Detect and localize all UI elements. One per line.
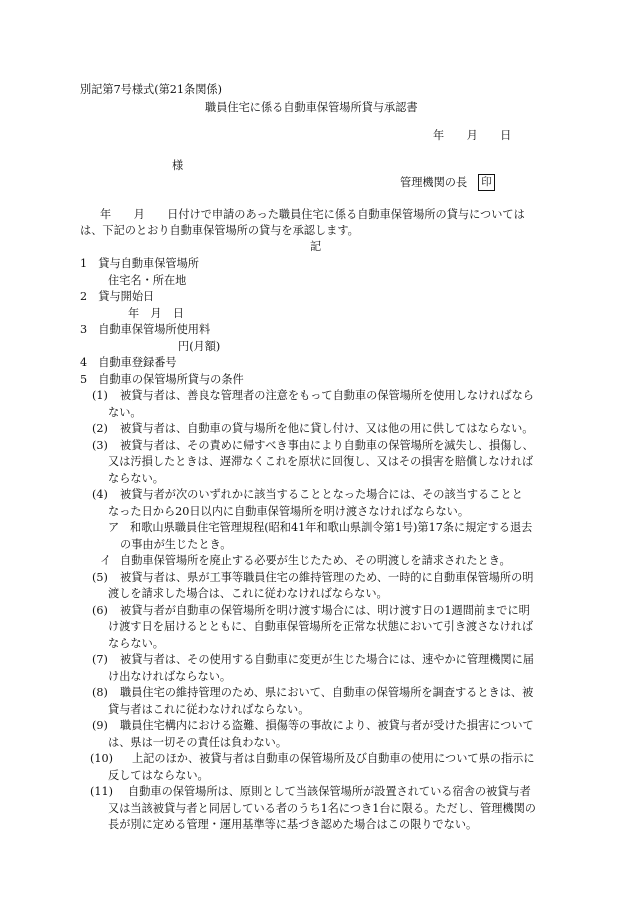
condition-item: (10) 上記のほか、被貸与者は自動車の保管場所及び自動車の使用について県の指示に 反してはならない。: [90, 752, 535, 782]
intro-line-2: は、下記のとおり自動車保管場所の貸与を承認します。: [80, 224, 359, 237]
date-line: 年 月 日: [433, 129, 512, 142]
intro-line-1: 年 月 日付けで申請のあった職員住宅に係る自動車保管場所の貸与については: [100, 208, 525, 221]
condition-number: (1): [92, 389, 108, 402]
item-5-label: 5 自動車の保管場所貸与の条件: [80, 372, 244, 386]
condition-item: (1) 被貸与者は、善良な管理者の注意をもって自動車の保管場所を使用しなければなら ない。: [92, 389, 534, 419]
conditions-list: [80, 388, 552, 834]
condition-number: (7): [92, 653, 108, 666]
form-number: 別記第7号様式(第21条関係): [80, 83, 222, 96]
condition-number: (3): [92, 438, 108, 452]
condition-item: (3) 被貸与者は、その責めに帰すべき事由により自動車の保管場所を滅失し、損傷し、 又は汚損したときは、遅滞なくこれを原状に回復し、又はその損害を賠償しなければ ならない。: [92, 438, 534, 485]
condition-number: (4): [92, 488, 108, 501]
item-3-label: 3 自動車保管場所使用料: [80, 323, 211, 336]
issuer-label: 管理機関の長: [400, 176, 468, 189]
condition-subitem: イ 自動車保管場所を廃止する必要が生じたため、その明渡しを請求されたとき。: [80, 553, 552, 570]
condition-number: (10): [90, 752, 113, 765]
condition-item: (8) 職員住宅の維持管理のため、県において、自動車の保管場所を調査するときは、被 貸与者はこれに従わなければならない。: [92, 686, 534, 716]
subitem-label: イ: [100, 554, 112, 567]
condition-item: (6) 被貸与者が自動車の保管場所を明け渡す場合には、明け渡す日の1週間前までに明 け渡す日を届けるとともに、自動車保管場所を正常な状態において引き渡さなければ ならない。: [92, 603, 534, 650]
item-list: [80, 256, 552, 388]
condition-item: (7) 被貸与者は、その使用する自動車に変更が生じた場合には、速やかに管理機関に届 け出なければならない。: [92, 653, 534, 683]
condition-number: (2): [92, 422, 108, 435]
item-3-sub: 円(月額): [178, 339, 221, 353]
item-4-label: 4 自動車登録番号: [80, 356, 177, 369]
condition-item: (9) 職員住宅構内における盗難、損傷等の事故により、被貸与者が受けた損害について は、県は一切その責任は負わない。: [92, 719, 534, 749]
condition-number: (6): [92, 603, 108, 617]
condition-item: (2) 被貸与者は、自動車の貸与場所を他に貸し付け、又は他の用に供してはならない。: [80, 421, 552, 438]
condition-number: (9): [92, 719, 108, 732]
seal-mark: 印: [478, 174, 495, 191]
item-1-label: 1 貸与自動車保管場所: [80, 257, 199, 270]
item-2-sub: 年 月 日: [128, 306, 184, 320]
condition-item: (11) 自動車の保管場所は、原則として当該保管場所が設置されている宿舎の被貸与者 又は当該被貸与者と同居している者のうち1名につき1台に限る。ただし、管理機関の 長が別に定める管理・運用基準等に基づき認めた場合はこの限りでない。: [90, 785, 536, 831]
condition-subitem: ア 和歌山県職員住宅管理規程(昭和41年和歌山県訓令第1号)第17条に規定する退去 の事由が生じたとき。: [108, 521, 533, 551]
item-1-sub: 住宅名・所在地: [108, 273, 187, 287]
condition-number: (5): [92, 570, 108, 584]
subitem-label: ア: [108, 521, 120, 534]
document-title: 職員住宅に係る自動車保管場所貸与承認書: [205, 101, 418, 114]
condition-item: (5) 被貸与者は、県が工事等職員住宅の維持管理のため、一時的に自動車保管場所の明 渡しを請求した場合は、これに従わなければならない。: [92, 570, 534, 600]
condition-number: (11): [90, 785, 113, 798]
item-2-label: 2 貸与開始日: [80, 290, 155, 303]
addressee-suffix: 様: [172, 159, 184, 172]
ki-heading: 記: [310, 240, 322, 253]
condition-number: (8): [92, 686, 108, 699]
condition-item: (4) 被貸与者が次のいずれかに該当することとなった場合には、その該当することと なった日から20日以内に自動車保管場所を明け渡さなければならない。: [92, 488, 523, 518]
